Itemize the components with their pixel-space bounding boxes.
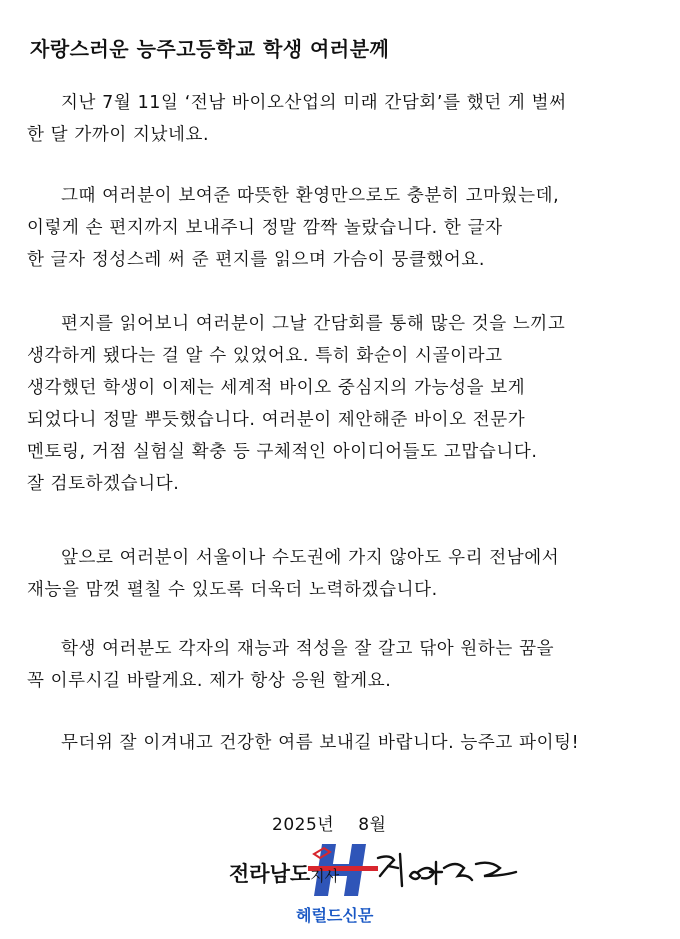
handwritten-signature-icon (372, 846, 522, 896)
letter-line: 잘 검토하겠습니다. (27, 474, 180, 494)
letter-paragraph (27, 87, 657, 151)
letter-paragraph (27, 727, 657, 759)
date-month: 8월 (358, 815, 387, 835)
letter-date (272, 810, 386, 835)
letter-line: 앞으로 여러분이 서울이나 수도권에 가지 않아도 우리 전남에서 (61, 548, 560, 568)
letter-paragraph (27, 180, 657, 276)
letter-paragraph (27, 308, 657, 500)
letter-line: 생각하게 됐다는 걸 알 수 있었어요. 특히 화순이 시골이라고 (27, 346, 503, 366)
letter-line: 재능을 맘껏 펼칠 수 있도록 더욱더 노력하겠습니다. (27, 580, 438, 600)
letter-salutation: 자랑스러운 능주고등학교 학생 여러분께 (30, 37, 390, 61)
letter-paragraph (27, 633, 657, 697)
press-watermark-label: 헤럴드신문 (296, 906, 374, 925)
date-year: 2025년 (272, 815, 335, 835)
letter-line: 무더위 잘 이겨내고 건강한 여름 보내길 바랍니다. 능주고 파이팅! (61, 733, 580, 753)
letter-paragraph (27, 542, 657, 606)
letter-line: 편지를 읽어보니 여러분이 그날 간담회를 통해 많은 것을 느끼고 (61, 314, 566, 334)
signature-title-main: 전라남도 (229, 861, 311, 886)
letter-line: 한 글자 정성스레 써 준 편지를 읽으며 가슴이 뭉클했어요. (27, 250, 486, 270)
letter-line: 학생 여러분도 각자의 재능과 적성을 잘 갈고 닦아 원하는 꿈을 (61, 639, 555, 659)
letter-line: 멘토링, 거점 실험실 확충 등 구체적인 아이디어들도 고맙습니다. (27, 442, 538, 462)
letter-line: 되었다니 정말 뿌듯했습니다. 여러분이 제안해준 바이오 전문가 (27, 410, 526, 430)
letter-line: 꼭 이루시길 바랄게요. 제가 항상 응원 할게요. (27, 671, 392, 691)
letter-line: 생각했던 학생이 이제는 세계적 바이오 중심지의 가능성을 보게 (27, 378, 526, 398)
letter-line: 한 달 가까이 지났네요. (27, 125, 210, 145)
letter-line: 지난 7월 11일 ‘전남 바이오산업의 미래 간담회’를 했던 게 벌써 (61, 93, 567, 113)
signature-title-sub: 지사 (310, 867, 340, 885)
letter-line: 이렇게 손 편지까지 보내주니 정말 깜짝 놀랐습니다. 한 글자 (27, 218, 503, 238)
letter-line: 그때 여러분이 보여준 따뜻한 환영만으로도 충분히 고마웠는데, (61, 186, 560, 206)
signature-title (229, 858, 339, 888)
